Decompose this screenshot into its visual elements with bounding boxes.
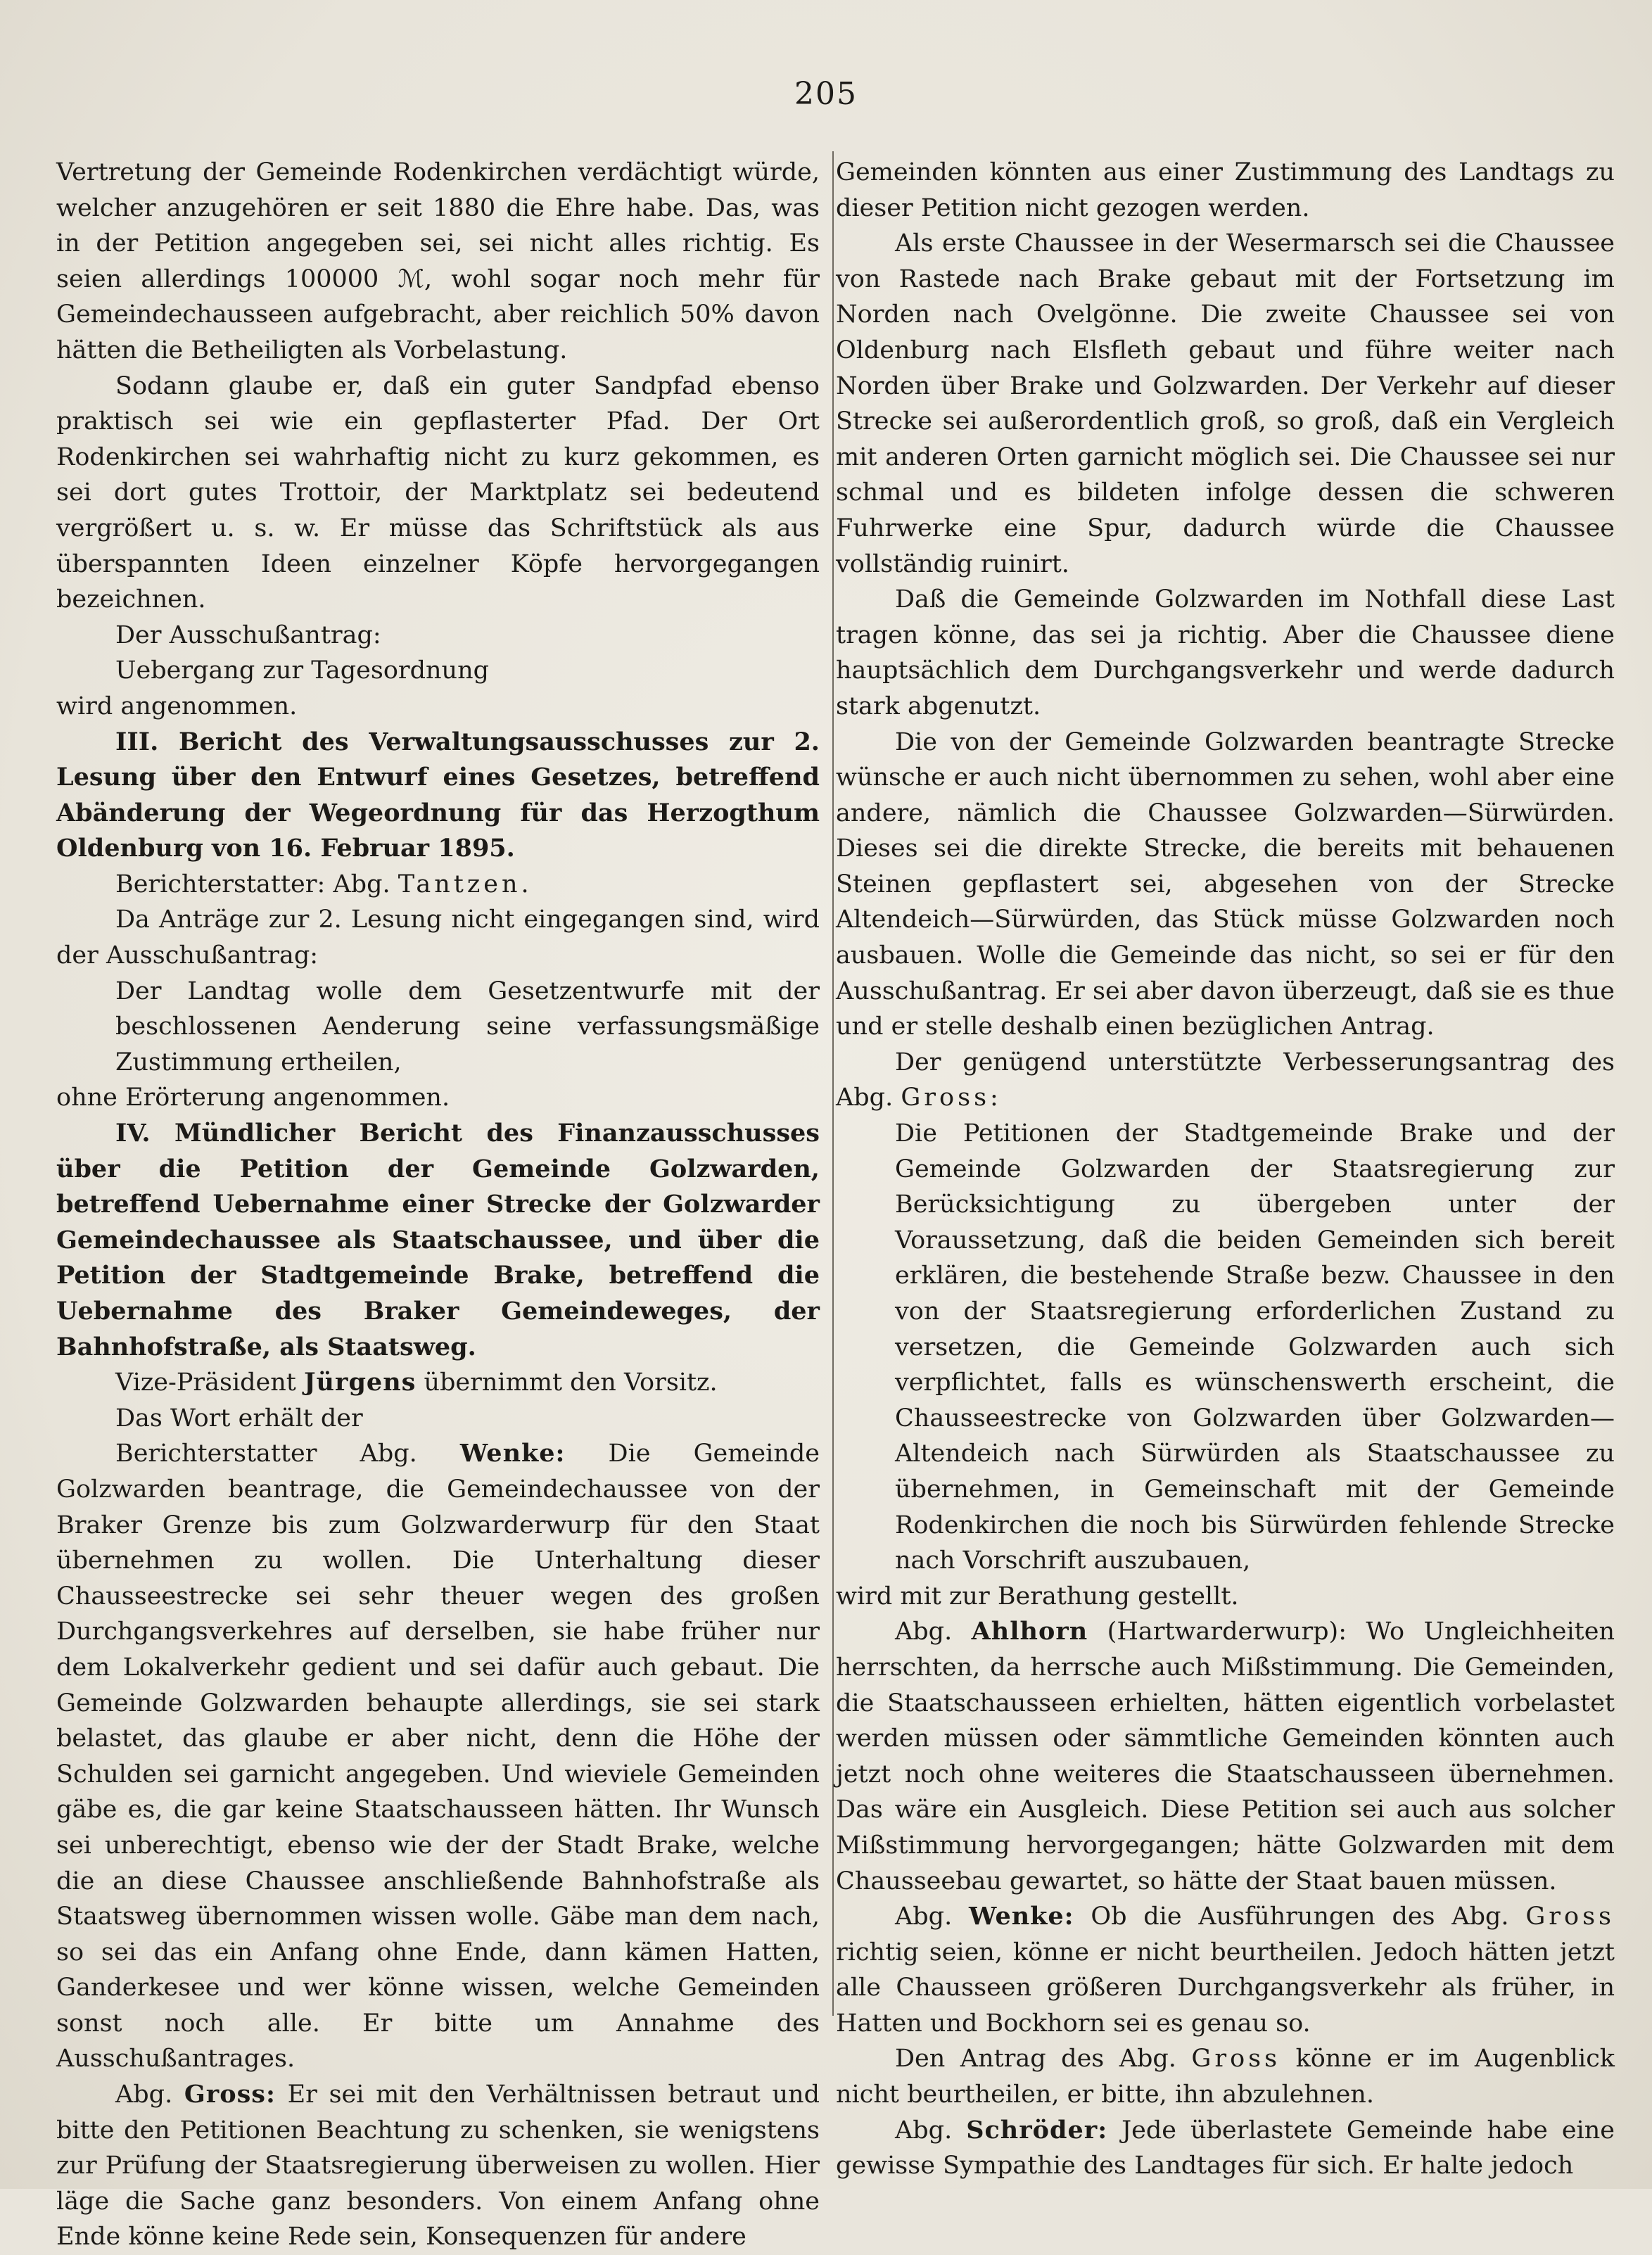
paragraph: [836, 2041, 1615, 2112]
speaker-name: Schröder:: [966, 2115, 1108, 2145]
paragraph: [836, 725, 1615, 1045]
text-run: Da Anträge zur 2. Lesung nicht eingegangen sind, wird der Ausschußantrag:: [56, 906, 820, 970]
text-run: Abg.: [895, 2116, 967, 2145]
text-run: Vize-Präsident: [115, 1368, 304, 1397]
text-run: III. Bericht des Verwaltungsausschusses zur 2. Lesung über den Entwurf eines Gesetzes, betreffend Abänderung der Wegeordnung für das Herzogthum Oldenburg von 16. Februar 1895.: [56, 727, 820, 863]
paragraph: [56, 689, 820, 725]
text-run: Jede überlastete Gemeinde habe eine gewisse Sympathie des Landtages für sich. Er halte jedoch: [836, 2116, 1615, 2180]
text-run: Abg.: [115, 2081, 184, 2109]
paragraph: [836, 1579, 1615, 1615]
page-number: 205: [794, 76, 858, 112]
text-run: Vertretung der Gemeinde Rodenkirchen verdächtigt würde, welcher anzugehören er seit 1880 die Ehre habe. Das, was in der Petition angegeben sei, sei nicht alles richtig. Es seien allerdings 100000 ℳ, wohl sogar noch mehr für Gemeindechausseen aufgebracht, aber reichlich 50% davon hätten die Betheiligten als Vorbelastung.: [56, 158, 820, 364]
paragraph: [56, 1365, 820, 1401]
paragraph: [836, 1614, 1615, 1899]
speaker-name: Jürgens: [304, 1368, 417, 1397]
text-run: wird mit zur Berathung gestellt.: [836, 1582, 1239, 1611]
text-run: könne er im Augenblick nicht beurtheilen, er bitte, ihn abzulehnen.: [836, 2045, 1615, 2109]
speaker-name: Gross: [1525, 1903, 1615, 1931]
text-run: Berichterstatter: Abg.: [115, 870, 398, 898]
text-run: Berichterstatter Abg.: [115, 1440, 460, 1468]
paragraph: [836, 226, 1615, 582]
text-run: übernimmt den Vorsitz.: [416, 1368, 718, 1397]
text-run: Der genügend unterstützte Verbesserungsantrag des Abg.: [836, 1048, 1615, 1112]
text-run: richtig seien, könne er nicht beurtheilen. Jedoch hätten jetzt alle Chausseen größeren Durchgangsverkehr als früher, in Hatten und Bockhorn sei es genau so.: [836, 1938, 1615, 2038]
paragraph: [56, 1080, 820, 1116]
speaker-name: Tantzen.: [398, 870, 533, 898]
text-run: Das Wort erhält der: [115, 1404, 363, 1433]
agenda-heading: [56, 725, 820, 867]
paragraph: [115, 974, 820, 1081]
paragraph: [836, 1899, 1615, 2041]
text-run: IV. Mündlicher Bericht des Finanzausschusses über die Petition der Gemeinde Golzwarden, betreffend Uebernahme einer Strecke der Golzwarder Gemeindechaussee als Staatschaussee, und über die Petition der Stadtgemeinde Brake, betreffend die Uebernahme des Braker Gemeindeweges, der Bahnhofstraße, als Staatsweg.: [56, 1119, 820, 1361]
paragraph: [836, 2113, 1615, 2184]
paragraph: [56, 1401, 820, 1437]
text-run: wird angenommen.: [56, 692, 298, 720]
text-run: Die Petitionen der Stadtgemeinde Brake und der Gemeinde Golzwarden der Staatsregierung zur Berücksichtigung zu übergeben unter der Voraussetzung, daß die beiden Gemeinden sich bereit erklären, die bestehende Straße bezw. Chaussee in den von der Staatsregierung erforderlichen Zustand zu versetzen, die Gemeinde Golzwarden auch sich verpflichtet, falls es wünschenswerth erscheint, die Chausseestrecke von Golzwarden über Golzwarden—Altendeich nach Sürwürden als Staatschaussee zu übernehmen, in Gemeinschaft mit der Gemeinde Rodenkirchen die noch bis Sürwürden fehlende Strecke nach Vorschrift auszubauen,: [895, 1119, 1615, 1575]
left-column: [56, 155, 820, 2255]
column-divider: [832, 151, 834, 2016]
text-run: Als erste Chaussee in der Wesermarsch sei die Chaussee von Rastede nach Brake gebaut mit der Fortsetzung im Norden nach Ovelgönne. Die zweite Chaussee sei von Oldenburg nach Elsfleth gebaut und führe weiter nach Norden über Brake und Golzwarden. Der Verkehr auf dieser Strecke sei außerordentlich groß, so groß, daß ein Vergleich mit anderen Orten garnicht möglich sei. Die Chaussee sei nur schmal und es bildeten infolge dessen die schweren Fuhrwerke eine Spur, dadurch würde die Chaussee vollständig ruinirt.: [836, 229, 1615, 578]
text-run: Uebergang zur Tagesordnung: [115, 656, 490, 685]
text-run: Abg.: [895, 1903, 969, 1931]
text-run: Er sei mit den Verhältnissen betraut und bitte den Petitionen Beachtung zu schenken, sie wenigstens zur Prüfung der Staatsregierung überweisen zu wollen. Hier läge die Sache ganz besonders. Von einem Anfang ohne Ende könne keine Rede sein, Konsequenzen für andere: [56, 2081, 820, 2251]
paragraph: [56, 618, 820, 654]
paragraph: [56, 2077, 820, 2255]
paragraph: [56, 867, 820, 903]
paragraph: [56, 155, 820, 369]
speaker-name: Ahlhorn: [971, 1617, 1088, 1646]
text-run: (Hartwarderwurp): Wo Ungleichheiten herrschten, da herrsche auch Mißstimmung. Die Gemeinden, die Staatschausseen erhielten, hätten eigentlich vorbelastet werden müssen oder sämmtliche Gemeinden könnten auch jetzt noch ohne weiteres die Staatschausseen übernehmen. Das wäre ein Ausgleich. Diese Petition sei auch aus solcher Mißstimmung hervorgegangen; hätte Golzwarden mit dem Chausseebau gewartet, so hätte der Staat bauen müssen.: [836, 1618, 1615, 1895]
speaker-name: Wenke:: [459, 1439, 566, 1468]
text-run: Die von der Gemeinde Golzwarden beantragte Strecke wünsche er auch nicht übernommen zu sehen, wohl aber eine andere, nämlich die Chaussee Golzwarden—Sürwürden. Dieses sei die direkte Strecke, die bereits mit behauenen Steinen gepflastert sei, abgesehen von der Strecke Altendeich—Sürwürden, das Stück müsse Golzwarden noch ausbauen. Wolle die Gemeinde das nicht, so sei er für den Ausschußantrag. Er sei aber davon überzeugt, daß sie es thue und er stelle deshalb einen bezüglichen Antrag.: [836, 728, 1615, 1041]
speaker-name: Gross:: [901, 1084, 1002, 1112]
paragraph: [56, 1436, 820, 2077]
speaker-name: Gross:: [184, 2080, 276, 2109]
paragraph: [115, 653, 820, 689]
text-run: Ob die Ausführungen des Abg.: [1074, 1903, 1526, 1931]
text-run: Der Landtag wolle dem Gesetzentwurfe mit der beschlossenen Aenderung seine verfassungsmäßige Zustimmung ertheilen,: [115, 977, 820, 1076]
text-run: Den Antrag des Abg.: [895, 2045, 1192, 2073]
text-run: Daß die Gemeinde Golzwarden im Nothfall diese Last tragen könne, das sei ja richtig. Aber die Chaussee diene hauptsächlich dem Durchgangsverkehr und werde dadurch stark abgenutzt.: [836, 585, 1615, 720]
paragraph: [895, 1116, 1615, 1579]
paragraph: [836, 1045, 1615, 1116]
paragraph: [836, 582, 1615, 724]
text-run: Abg.: [895, 1618, 972, 1646]
text-run: ohne Erörterung angenommen.: [56, 1084, 450, 1112]
text-run: Gemeinden könnten aus einer Zustimmung des Landtags zu dieser Petition nicht gezogen werden.: [836, 158, 1615, 222]
agenda-heading: [56, 1116, 820, 1365]
text-run: Der Ausschußantrag:: [115, 621, 381, 649]
speaker-name: Gross: [1191, 2045, 1281, 2073]
paragraph: [56, 902, 820, 973]
speaker-name: Wenke:: [969, 1902, 1074, 1931]
right-column: [836, 155, 1615, 2184]
text-run: Sodann glaube er, daß ein guter Sandpfad ebenso praktisch sei wie ein gepflasterter Pfad. Der Ort Rodenkirchen sei wahrhaftig nicht zu kurz gekommen, es sei dort gutes Trottoir, der Marktplatz sei bedeutend vergrößert u. s. w. Er müsse das Schriftstück als aus überspannten Ideen einzelner Köpfe hervorgegangen bezeichnen.: [56, 371, 820, 614]
text-run: Die Gemeinde Golzwarden beantrage, die Gemeindechaussee von der Braker Grenze bis zum Golzwarderwurp für den Staat übernehmen zu wollen. Die Unterhaltung dieser Chausseestrecke sei sehr theuer wegen des großen Durchgangsverkehres auf derselben, sie habe früher nur dem Lokalverkehr gedient und sei dafür auch gebaut. Die Gemeinde Golzwarden behaupte allerdings, sie sei stark belastet, das glaube er aber nicht, denn die Höhe der Schulden sei garnicht angegeben. Und wieviele Gemeinden gäbe es, die gar keine Staatschausseen hätten. Ihr Wunsch sei unberechtigt, ebenso wie der der Stadt Brake, welche die an diese Chaussee anschließende Bahnhofstraße als Staatsweg übernommen wissen wolle. Gäbe man dem nach, so sei das ein Anfang ohne Ende, dann kämen Hatten, Ganderkesee und wer könne wissen, welche Gemeinden sonst noch alle. Er bitte um Annahme des Ausschußantrages.: [56, 1440, 820, 2073]
paragraph: [56, 369, 820, 618]
paragraph: [836, 155, 1615, 226]
